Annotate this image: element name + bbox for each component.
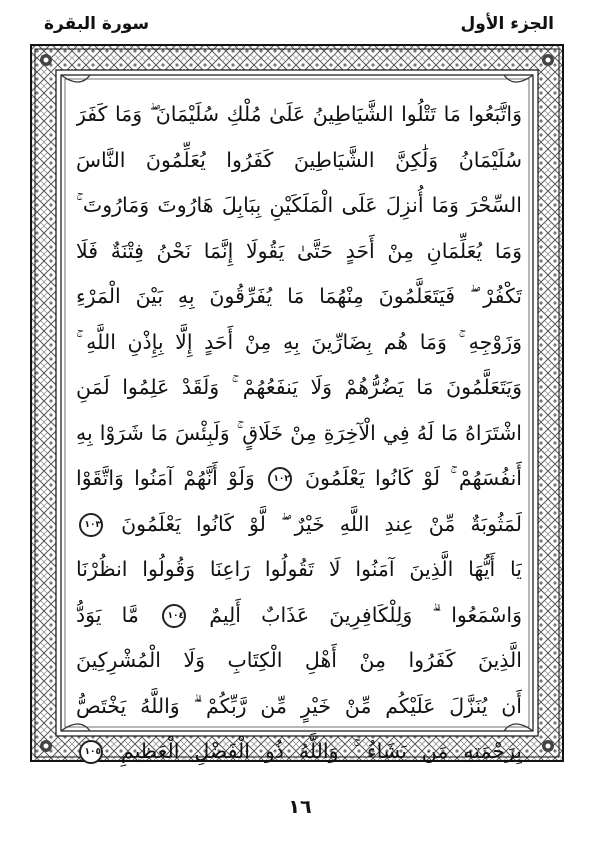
verse-text: اشْتَرَاهُ مَا لَهُ فِي الْآخِرَةِ مِنْ خَلَاقٍ ۚ وَلَبِئْسَ مَا شَرَوْا بِهِ bbox=[76, 420, 522, 445]
text-line bbox=[76, 638, 522, 684]
text-line bbox=[76, 138, 522, 184]
text-line bbox=[76, 274, 522, 320]
verse-text: وَزَوْجِهِ ۚ وَمَا هُم بِضَارِّينَ بِهِ مِنْ أَحَدٍ إِلَّا بِإِذْنِ اللَّهِ ۚ bbox=[76, 329, 522, 354]
ayah-number-marker: ١٠٣ bbox=[79, 513, 103, 537]
juz-label: الجزء الأول bbox=[460, 14, 554, 34]
verse-text: يَا أَيُّهَا الَّذِينَ آمَنُوا لَا تَقُولُوا رَاعِنَا وَقُولُوا انظُرْنَا bbox=[76, 557, 522, 581]
text-line bbox=[76, 365, 522, 411]
text-line bbox=[76, 92, 522, 138]
quran-text bbox=[76, 92, 522, 763]
verse-text: سُلَيْمَانُ وَلَٰكِنَّ الشَّيَاطِينَ كَفَرُوا يُعَلِّمُونَ النَّاسَ bbox=[76, 147, 522, 172]
text-line bbox=[76, 229, 522, 275]
page-number: ١٦ bbox=[288, 796, 312, 818]
verse-text: وَمَا يُعَلِّمَانِ مِنْ أَحَدٍ حَتَّىٰ يَقُولَا إِنَّمَا نَحْنُ فِتْنَةٌ فَلَا bbox=[76, 238, 522, 263]
verse-text: السِّحْرَ وَمَا أُنزِلَ عَلَى الْمَلَكَيْنِ بِبَابِلَ هَارُوتَ وَمَارُوتَ ۚ bbox=[76, 193, 522, 217]
verse-text: أَن يُنَزَّلَ عَلَيْكُم مِّنْ خَيْرٍ مِّن رَّبِّكُمْ ۗ وَاللَّهُ يَخْتَصُّ bbox=[76, 693, 522, 718]
verse-text: وَاسْمَعُوا ۗ وَلِلْكَافِرِينَ عَذَابٌ أَلِيمٌ bbox=[209, 602, 522, 627]
verse-text: مَّا يَوَدُّ bbox=[76, 602, 139, 627]
text-line bbox=[76, 183, 522, 229]
ayah-number-marker: ١٠٢ bbox=[268, 467, 292, 491]
text-line bbox=[76, 411, 522, 457]
text-line bbox=[76, 456, 522, 502]
ayah-number-marker: ١٠٥ bbox=[79, 740, 103, 764]
text-line bbox=[76, 502, 522, 548]
verse-text: وَلَوْ أَنَّهُمْ آمَنُوا وَاتَّقَوْا bbox=[76, 466, 255, 490]
verse-text: وَيَتَعَلَّمُونَ مَا يَضُرُّهُمْ وَلَا يَنفَعُهُمْ ۚ وَلَقَدْ عَلِمُوا لَمَنِ bbox=[76, 375, 522, 399]
verse-text: بِرَحْمَتِهِ مَن يَشَاءُ ۚ وَاللَّهُ ذُو الْفَضْلِ الْعَظِيمِ bbox=[120, 739, 522, 763]
verse-text: الَّذِينَ كَفَرُوا مِنْ أَهْلِ الْكِتَابِ وَلَا الْمُشْرِكِينَ bbox=[76, 648, 522, 672]
verse-text: لَمَثُوبَةٌ مِّنْ عِندِ اللَّهِ خَيْرٌ ۖ لَّوْ كَانُوا يَعْلَمُونَ bbox=[121, 511, 522, 536]
surah-label: سورة البقرة bbox=[44, 14, 150, 34]
text-line bbox=[76, 320, 522, 366]
text-line bbox=[76, 684, 522, 730]
text-line bbox=[76, 593, 522, 639]
text-line bbox=[76, 547, 522, 593]
verse-text: تَكْفُرْ ۖ فَيَتَعَلَّمُونَ مِنْهُمَا مَا يُفَرِّقُونَ بِهِ بَيْنَ الْمَرْءِ bbox=[76, 284, 522, 308]
text-line bbox=[76, 729, 522, 775]
ayah-number-marker: ١٠٤ bbox=[162, 604, 186, 628]
verse-text: أَنفُسَهُمْ ۚ لَوْ كَانُوا يَعْلَمُونَ bbox=[305, 466, 522, 490]
verse-text: وَاتَّبَعُوا مَا تَتْلُوا الشَّيَاطِينُ عَلَىٰ مُلْكِ سُلَيْمَانَ ۖ وَمَا كَفَرَ bbox=[76, 102, 522, 126]
